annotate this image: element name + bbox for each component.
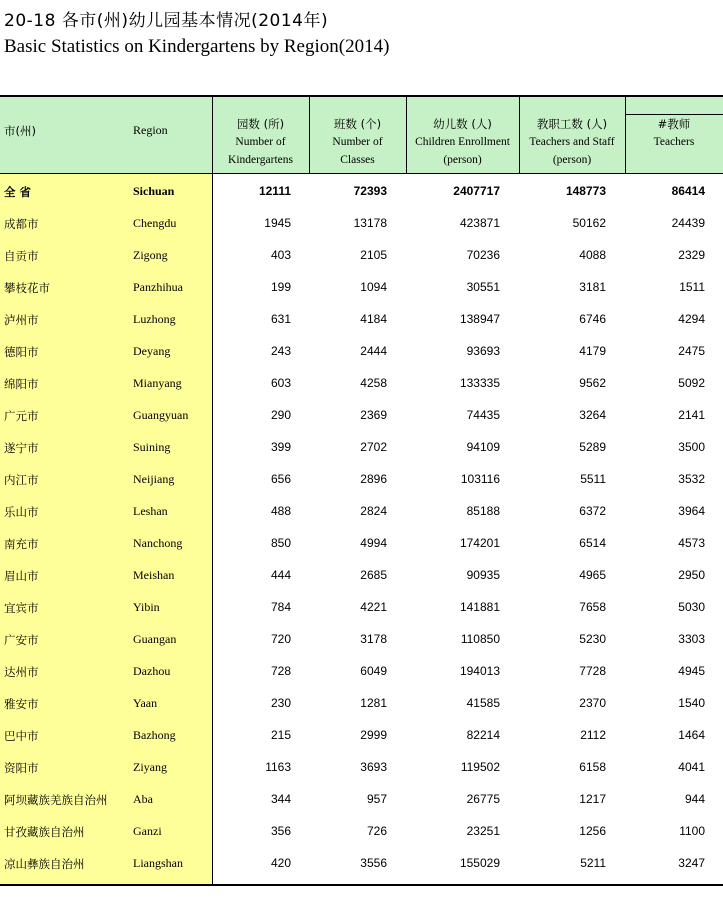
table-row [0,240,723,272]
cell-enrollment: 93693 [466,344,500,358]
cell-staff: 5230 [579,632,606,646]
cell-kindergartens: 488 [270,504,291,518]
table-row [0,848,723,880]
header-region-en: Region [133,123,168,137]
table-row [0,368,723,400]
table-row [0,528,723,560]
cell-region-en: Leshan [133,504,168,518]
cell-enrollment: 194013 [459,664,500,678]
table-row [0,336,723,368]
cell-region-cn: 自贡市 [4,249,39,263]
header-kindergartens-en-line2: Kindergartens [228,154,293,166]
cell-region-en: Dazhou [133,664,171,678]
table-header-rule [0,173,723,174]
cell-teachers: 3500 [678,440,705,454]
cell-staff: 9562 [579,376,606,390]
table-row [0,784,723,816]
cell-teachers: 5030 [678,600,705,614]
cell-teachers: 3964 [678,504,705,518]
cell-teachers: 2950 [678,568,705,582]
cell-teachers: 1100 [679,824,705,838]
cell-region-cn: 全 省 [4,185,32,199]
cell-enrollment: 94109 [466,440,500,454]
table-row [0,592,723,624]
table-row [0,656,723,688]
cell-enrollment: 2407717 [453,184,500,198]
cell-kindergartens: 1945 [264,216,291,230]
cell-region-en: Ganzi [133,824,162,838]
table-bottom-rule [0,884,723,886]
header-classes-en-line1: Number of [332,136,383,148]
header-classes [309,115,406,169]
cell-enrollment: 141881 [459,600,500,614]
cell-classes: 2369 [360,408,387,422]
cell-teachers: 1540 [678,696,705,710]
cell-enrollment: 133335 [459,376,500,390]
cell-staff: 5289 [579,440,606,454]
cell-kindergartens: 243 [270,344,291,358]
cell-staff: 3181 [579,280,606,294]
header-staff-cn: 教职工数 (人) [536,117,608,131]
cell-region-cn: 阿坝藏族羌族自治州 [4,793,108,807]
cell-kindergartens: 631 [270,312,291,326]
cell-kindergartens: 603 [270,376,291,390]
cell-enrollment: 138947 [459,312,500,326]
cell-kindergartens: 12111 [258,184,291,198]
cell-classes: 6049 [360,664,387,678]
cell-region-cn: 绵阳市 [4,377,39,391]
cell-classes: 72393 [353,184,387,198]
cell-classes: 2702 [360,440,387,454]
cell-region-en: Guangan [133,632,177,646]
header-teachers-en: Teachers [653,136,695,148]
header-staff-en-line2: (person) [552,154,592,166]
cell-region-en: Suining [133,440,171,454]
header-enrollment-en-line2: (person) [443,154,482,166]
cell-enrollment: 85188 [466,504,500,518]
cell-teachers: 5092 [678,376,705,390]
cell-staff: 6514 [579,536,606,550]
cell-kindergartens: 290 [270,408,291,422]
cell-teachers: 3532 [678,472,705,486]
cell-teachers: 4945 [678,664,705,678]
cell-classes: 726 [366,824,387,838]
cell-staff: 1256 [579,824,606,838]
cell-kindergartens: 784 [270,600,291,614]
table-row [0,816,723,848]
cell-staff: 1217 [579,792,606,806]
cell-enrollment: 103116 [460,472,500,486]
header-enrollment-cn: 幼儿数 (人) [433,117,492,131]
table-row [0,560,723,592]
cell-classes: 2105 [360,248,387,262]
cell-region-cn: 凉山彝族自治州 [4,857,85,871]
cell-region-en: Zigong [133,248,168,262]
table-row [0,400,723,432]
cell-enrollment: 41585 [466,696,500,710]
cell-teachers: 4573 [678,536,705,550]
cell-classes: 3693 [360,760,387,774]
cell-classes: 2896 [360,472,387,486]
header-enrollment-en-line1: Children Enrollment [415,136,510,148]
cell-staff: 50162 [572,216,606,230]
cell-enrollment: 174201 [459,536,500,550]
cell-kindergartens: 356 [270,824,291,838]
cell-region-cn: 广安市 [4,633,39,647]
cell-staff: 2112 [580,728,606,742]
cell-region-en: Yaan [133,696,158,710]
cell-staff: 2370 [579,696,606,710]
cell-region-en: Deyang [133,344,171,358]
cell-enrollment: 26775 [466,792,500,806]
cell-enrollment: 423871 [459,216,500,230]
cell-staff: 148773 [565,184,606,198]
cell-kindergartens: 420 [270,856,291,870]
cell-classes: 1094 [360,280,387,294]
cell-enrollment: 23251 [466,824,500,838]
cell-region-en: Panzhihua [133,280,183,294]
cell-region-cn: 内江市 [4,473,39,487]
cell-teachers: 2141 [678,408,705,422]
cell-enrollment: 119502 [460,760,500,774]
cell-staff: 3264 [579,408,606,422]
header-teachers [625,115,723,151]
cell-region-en: Mianyang [133,376,182,390]
cell-staff: 4088 [579,248,606,262]
cell-region-en: Ziyang [133,760,167,774]
cell-enrollment: 82214 [466,728,500,742]
table-top-rule [0,95,723,97]
cell-region-cn: 南充市 [4,537,39,551]
table-row-total [0,176,723,208]
cell-region-cn: 巴中市 [4,729,39,743]
cell-classes: 2444 [360,344,387,358]
header-teachers-cn: #教师 [657,117,691,131]
cell-kindergartens: 728 [270,664,291,678]
cell-classes: 13178 [353,216,387,230]
cell-teachers: 4041 [678,760,705,774]
page-title-english: Basic Statistics on Kindergartens by Region(2014) [4,36,390,57]
cell-region-cn: 宜宾市 [4,601,39,615]
cell-enrollment: 30551 [466,280,500,294]
table-row [0,688,723,720]
cell-staff: 6372 [579,504,606,518]
table-row [0,208,723,240]
cell-kindergartens: 444 [270,568,291,582]
cell-kindergartens: 403 [270,248,291,262]
cell-region-cn: 攀枝花市 [4,281,50,295]
cell-enrollment: 110850 [460,632,500,646]
table-row [0,272,723,304]
cell-classes: 3178 [360,632,387,646]
table-row [0,720,723,752]
cell-staff: 7658 [579,600,606,614]
cell-staff: 6158 [579,760,606,774]
cell-teachers: 3247 [678,856,705,870]
cell-staff: 5511 [580,472,606,486]
cell-classes: 1281 [360,696,387,710]
cell-classes: 4184 [360,312,387,326]
header-staff-en-line1: Teachers and Staff [529,136,615,148]
header-kindergartens-cn: 园数 (所) [236,117,285,131]
cell-region-en: Neijiang [133,472,175,486]
statistics-table [0,95,723,885]
header-kindergartens [212,115,309,169]
cell-kindergartens: 656 [270,472,291,486]
cell-region-en: Bazhong [133,728,176,742]
cell-region-cn: 眉山市 [4,569,39,583]
cell-kindergartens: 1163 [265,760,291,774]
cell-classes: 4994 [360,536,387,550]
table-row [0,304,723,336]
header-staff [519,115,625,169]
cell-region-en: Chengdu [133,216,177,230]
cell-kindergartens: 215 [270,728,291,742]
header-enrollment [406,115,519,169]
cell-region-en: Nanchong [133,536,183,550]
cell-region-en: Sichuan [133,184,175,198]
cell-region-cn: 遂宁市 [4,441,39,455]
cell-staff: 4965 [579,568,606,582]
page-title-chinese: 20-18 各市(州)幼儿园基本情况(2014年) [4,11,329,31]
cell-enrollment: 90935 [466,568,500,582]
cell-region-en: Liangshan [133,856,183,870]
cell-teachers: 24439 [671,216,705,230]
cell-enrollment: 70236 [466,248,500,262]
cell-classes: 2685 [360,568,387,582]
table-row [0,624,723,656]
table-row [0,432,723,464]
cell-staff: 7728 [579,664,606,678]
cell-region-cn: 甘孜藏族自治州 [4,825,85,839]
cell-teachers: 1464 [678,728,705,742]
cell-region-cn: 达州市 [4,665,39,679]
cell-region-en: Luzhong [133,312,176,326]
cell-kindergartens: 720 [270,632,291,646]
cell-teachers: 3303 [678,632,705,646]
cell-kindergartens: 399 [270,440,291,454]
cell-region-cn: 成都市 [4,217,39,231]
cell-kindergartens: 850 [270,536,291,550]
cell-region-cn: 泸州市 [4,313,39,327]
table-row [0,464,723,496]
cell-region-en: Yibin [133,600,160,614]
cell-region-cn: 德阳市 [4,345,39,359]
cell-enrollment: 155029 [459,856,500,870]
cell-classes: 4221 [360,600,387,614]
cell-region-cn: 资阳市 [4,761,39,775]
cell-staff: 6746 [579,312,606,326]
cell-teachers: 2329 [678,248,705,262]
cell-staff: 5211 [580,856,606,870]
cell-teachers: 4294 [678,312,705,326]
cell-region-en: Aba [133,792,153,806]
header-classes-cn: 班数 (个) [333,117,382,131]
cell-enrollment: 74435 [466,408,500,422]
header-classes-en-line2: Classes [340,154,375,166]
header-region-cn: 市(州) [4,124,36,138]
cell-region-cn: 乐山市 [4,505,39,519]
cell-classes: 957 [366,792,387,806]
cell-region-en: Guangyuan [133,408,189,422]
cell-kindergartens: 199 [270,280,291,294]
cell-teachers: 86414 [671,184,705,198]
cell-kindergartens: 230 [270,696,291,710]
cell-classes: 4258 [360,376,387,390]
table-row [0,496,723,528]
cell-classes: 3556 [360,856,387,870]
cell-region-cn: 广元市 [4,409,39,423]
cell-teachers: 1511 [679,280,705,294]
cell-classes: 2824 [360,504,387,518]
cell-teachers: 944 [684,792,705,806]
header-kindergartens-en-line1: Number of [235,136,286,148]
cell-kindergartens: 344 [270,792,291,806]
cell-region-cn: 雅安市 [4,697,39,711]
cell-staff: 4179 [579,344,606,358]
cell-region-en: Meishan [133,568,175,582]
cell-classes: 2999 [360,728,387,742]
cell-teachers: 2475 [678,344,705,358]
table-row [0,752,723,784]
